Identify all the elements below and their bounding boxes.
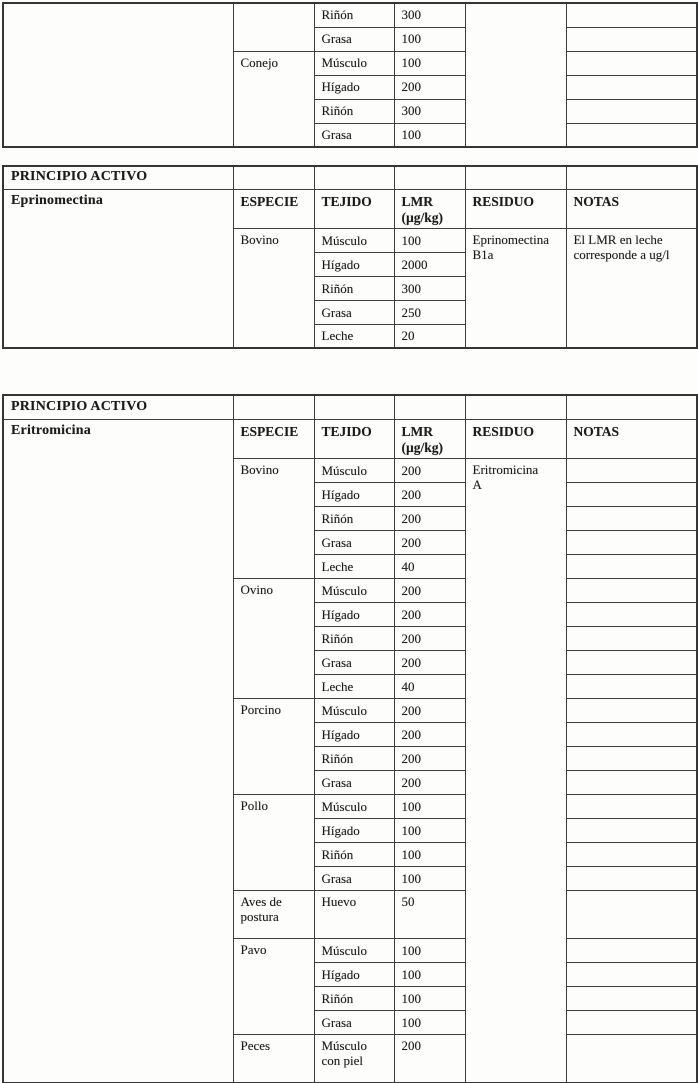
tissue-cell: Leche [314,554,394,578]
lmr-unit-label: (µg/kg) [401,209,444,225]
tissue-cell: Leche [314,674,394,698]
lmr-value-cell: 100 [394,1010,465,1034]
table-eritromicina [2,394,698,1083]
tissue-cell: Grasa [314,530,394,554]
tissue-cell: Músculo [314,794,394,818]
empty-cell [566,166,697,189]
notes-cell [566,866,697,890]
residue-cell-empty [465,3,566,147]
species-cell: Bovino [233,228,314,348]
table-eprinomectina [2,165,698,349]
notes-cell [566,75,697,99]
table-continuation [2,2,698,148]
lmr-value-cell: 40 [394,674,465,698]
notes-cell [566,3,697,27]
tissue-cell: Músculo con piel [314,1034,394,1083]
notes-cell [566,626,697,650]
empty-cell [314,166,394,189]
tissue-cell: Huevo [314,890,394,938]
lmr-value-cell: 200 [394,482,465,506]
column-header-row [3,419,697,458]
notes-cell [566,506,697,530]
empty-cell [465,166,566,189]
notes-cell [566,650,697,674]
tissue-cell: Riñón [314,842,394,866]
tissue-cell: Músculo [314,578,394,602]
active-principle-header-row [3,166,697,189]
tissue-cell: Músculo [314,458,394,482]
active-principle-cell-empty [3,3,233,147]
lmr-value-cell: 200 [394,75,465,99]
lmr-value-cell: 300 [394,99,465,123]
lmr-label: LMR [401,193,433,209]
tissue-cell: Riñón [314,276,394,300]
lmr-value-cell: 100 [394,818,465,842]
species-cell-empty [233,3,314,51]
tissue-cell: Grasa [314,866,394,890]
notes-cell [566,51,697,75]
notes-cell [566,674,697,698]
column-header-tejido: TEJIDO [314,419,394,458]
empty-cell [233,395,314,419]
tissue-cell: Hígado [314,482,394,506]
lmr-value-cell: 100 [394,794,465,818]
lmr-value-cell: 200 [394,626,465,650]
tissue-cell: Riñón [314,626,394,650]
empty-cell [314,395,394,419]
tissue-cell: Hígado [314,962,394,986]
active-principle-label: PRINCIPIO ACTIVO [3,395,233,419]
lmr-value-cell: 200 [394,650,465,674]
notes-cell [566,818,697,842]
tissue-cell: Hígado [314,252,394,276]
tissue-cell: Hígado [314,722,394,746]
lmr-value-cell: 200 [394,746,465,770]
tissue-cell: Riñón [314,3,394,27]
tissue-cell: Hígado [314,75,394,99]
lmr-value-cell: 250 [394,300,465,324]
active-principle-name: Eritromicina [3,419,233,1083]
residue-variant: B1a [472,247,494,263]
lmr-value-cell: 200 [394,722,465,746]
lmr-value-cell: 200 [394,530,465,554]
notes-cell [566,722,697,746]
lmr-value-cell: 200 [394,602,465,626]
column-header-notas: NOTAS [566,189,697,228]
tissue-cell: Grasa [314,770,394,794]
species-cell: Conejo [233,51,314,147]
species-cell: Aves de postura [233,890,314,938]
lmr-value-cell: 100 [394,123,465,147]
tissue-cell: Músculo [314,51,394,75]
tissue-cell: Riñón [314,99,394,123]
column-header-especie: ESPECIE [233,189,314,228]
lmr-value-cell: 100 [394,938,465,962]
notes-cell: El LMR en leche corresponde a ug/l [566,228,697,348]
tissue-cell: Grasa [314,27,394,51]
residue-cell [465,228,566,348]
residue-name: Eritromicina [472,461,539,477]
notes-cell [566,770,697,794]
lmr-value-cell: 100 [394,51,465,75]
notes-cell [566,1034,697,1083]
empty-cell [566,395,697,419]
tissue-cell: Grasa [314,1010,394,1034]
empty-cell [394,395,465,419]
tissue-cell: Músculo [314,698,394,722]
tissue-cell: Riñón [314,506,394,530]
column-header-residuo: RESIDUO [465,419,566,458]
tissue-cell: Grasa [314,650,394,674]
species-cell: Pavo [233,938,314,1034]
lmr-value-cell: 20 [394,324,465,348]
lmr-value-cell: 200 [394,506,465,530]
lmr-value-cell: 200 [394,698,465,722]
residue-name: Eprinomectina [472,231,550,247]
tissue-cell: Hígado [314,602,394,626]
lmr-value-cell: 50 [394,890,465,938]
lmr-value-cell: 200 [394,1034,465,1083]
table-row [3,3,697,27]
lmr-label: LMR [401,423,433,439]
notes-cell [566,602,697,626]
species-cell: Porcino [233,698,314,794]
column-header-row [3,189,697,228]
notes-cell [566,27,697,51]
empty-cell [465,395,566,419]
lmr-value-cell: 100 [394,228,465,252]
tissue-cell: Músculo [314,228,394,252]
notes-cell [566,99,697,123]
notes-cell [566,578,697,602]
notes-cell [566,458,697,482]
species-cell: Pollo [233,794,314,890]
notes-cell [566,746,697,770]
tissue-cell: Riñón [314,746,394,770]
notes-cell [566,698,697,722]
lmr-value-cell: 200 [394,458,465,482]
lmr-value-cell: 100 [394,866,465,890]
empty-cell [233,166,314,189]
notes-cell [566,482,697,506]
residue-cell [465,458,566,1083]
column-header-especie: ESPECIE [233,419,314,458]
column-header-notas: NOTAS [566,419,697,458]
notes-cell [566,938,697,962]
notes-cell [566,554,697,578]
lmr-value-cell: 100 [394,842,465,866]
notes-cell [566,530,697,554]
tissue-cell: Grasa [314,123,394,147]
notes-cell [566,794,697,818]
lmr-unit-label: (µg/kg) [401,439,444,455]
column-header-lmr [394,419,465,458]
notes-cell [566,123,697,147]
empty-cell [394,166,465,189]
active-principle-header-row [3,395,697,419]
active-principle-label: PRINCIPIO ACTIVO [3,166,233,189]
notes-cell [566,1010,697,1034]
column-header-lmr [394,189,465,228]
tissue-cell: Riñón [314,986,394,1010]
lmr-value-cell: 100 [394,962,465,986]
species-cell: Ovino [233,578,314,698]
lmr-value-cell: 40 [394,554,465,578]
lmr-value-cell: 100 [394,986,465,1010]
notes-cell [566,842,697,866]
residue-variant: A [472,477,482,493]
tissue-cell: Grasa [314,300,394,324]
notes-cell [566,890,697,938]
tissue-cell: Músculo [314,938,394,962]
active-principle-name: Eprinomectina [3,189,233,348]
column-header-tejido: TEJIDO [314,189,394,228]
lmr-value-cell: 300 [394,3,465,27]
notes-cell [566,962,697,986]
notes-cell [566,986,697,1010]
species-cell: Bovino [233,458,314,578]
lmr-value-cell: 100 [394,27,465,51]
lmr-value-cell: 2000 [394,252,465,276]
column-header-residuo: RESIDUO [465,189,566,228]
lmr-value-cell: 200 [394,770,465,794]
tissue-cell: Leche [314,324,394,348]
lmr-value-cell: 200 [394,578,465,602]
species-cell: Peces [233,1034,314,1083]
tissue-cell: Hígado [314,818,394,842]
lmr-value-cell: 300 [394,276,465,300]
